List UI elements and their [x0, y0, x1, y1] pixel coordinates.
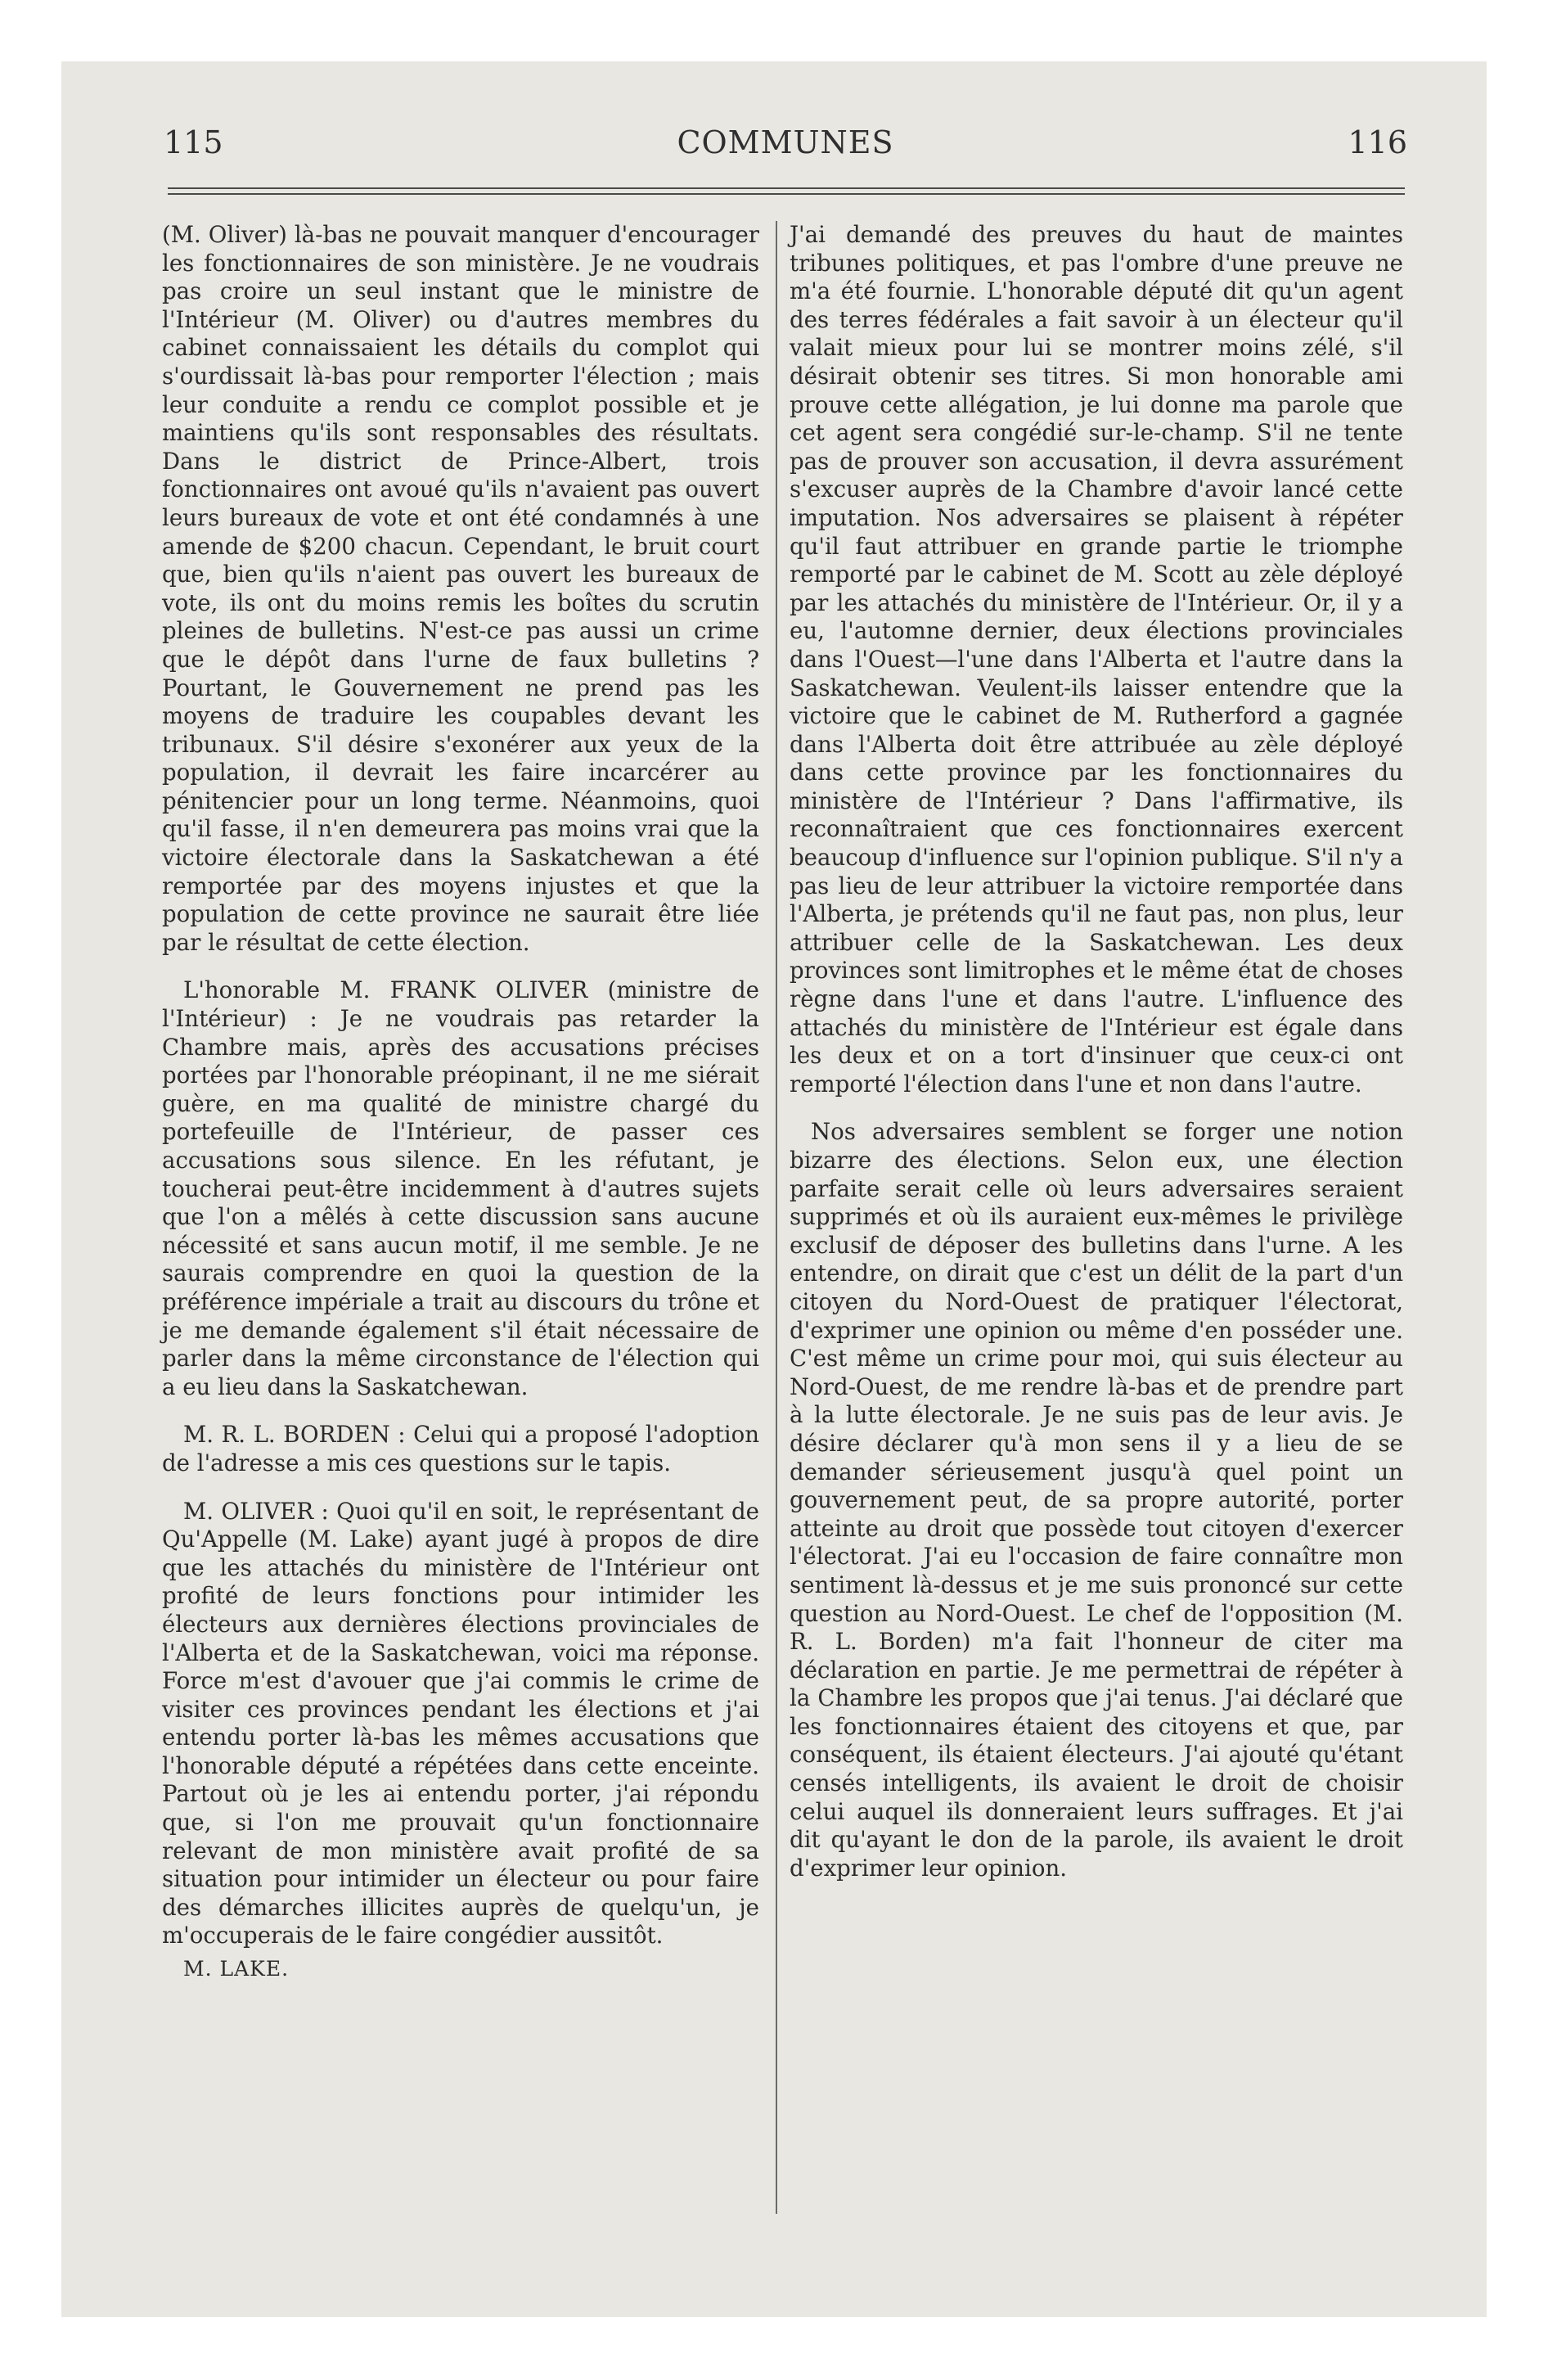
page-number-left: 115 — [164, 124, 223, 160]
paragraph: J'ai demandé des preuves du haut de maintes tribunes politiques, et pas l'ombre d'une preuve ne m'a été fournie. L'honorable député dit qu'un agent des terres fédérales a fait savoir à un électeur qu'il valait mieux pour lui se montrer moins zélé, s'il désirait obtenir ses titres. Si mon honorable ami prouve cette allégation, je lui donne ma parole que cet agent sera congédié sur-le-champ. S'il ne tente pas de prouver son accusation, il devra assurément s'excuser auprès de la Chambre d'avoir lancé cette imputation. Nos adversaires se plaisent à répéter qu'il faut attribuer en grande partie le triomphe remporté par le cabinet de M. Scott au zèle déployé par les attachés du ministère de l'Intérieur. Or, il y a eu, l'automne dernier, deux élections provinciales dans l'Ouest—l'une dans l'Alberta et l'autre dans la Saskatchewan. Veulent-ils laisser entendre que la victoire que le cabinet de M. Rutherford a gagnée dans l'Alberta doit être attribuée au zèle déployé dans cette province par les fonctionnaires du ministère de l'Intérieur ? Dans l'affirmative, ils reconnaîtraient que ces fonctionnaires exercent beaucoup d'influence sur l'opinion publique. S'il n'y a pas lieu de leur attribuer la victoire remportée dans l'Alberta, je prétends qu'il ne faut pas, non plus, leur attribuer celle de la Saskatchewan. Les deux provinces sont limitrophes et le même état de choses règne dans l'une et dans l'autre. L'influence des attachés du ministère de l'Intérieur est égale dans les deux et on a tort d'insinuer que ceux-ci ont remporté l'élection dans l'une et non dans l'autre. — [790, 221, 1403, 1098]
running-title: COMMUNES — [677, 124, 894, 160]
left-column — [162, 221, 759, 1984]
paragraph: Nos adversaires semblent se forger une notion bizarre des élections. Selon eux, une élection parfaite serait celle où leurs adversaires seraient supprimés et où ils auraient eux-mêmes le privilège exclusif de déposer des bulletins dans l'urne. A les entendre, on dirait que c'est un délit de la part d'un citoyen du Nord-Ouest de pratiquer l'électorat, d'exprimer une opinion ou même d'en posséder une. C'est même un crime pour moi, qui suis électeur au Nord-Ouest, de me rendre là-bas et de prendre part à la lutte électorale. Je ne suis pas de leur avis. Je désire déclarer qu'à mon sens il y a lieu de se demander sérieusement jusqu'à quel point un gouvernement peut, de sa propre autorité, porter atteinte au droit que possède tout citoyen d'exercer l'électorat. J'ai eu l'occasion de faire connaître mon sentiment là-dessus et je me suis prononcé sur cette question au Nord-Ouest. Le chef de l'opposition (M. R. L. Borden) m'a fait l'honneur de citer ma déclaration en partie. Je me permettrai de répéter à la Chambre les propos que j'ai tenus. J'ai déclaré que les fonctionnaires étaient des citoyens et que, par conséquent, ils étaient électeurs. J'ai ajouté qu'étant censés intelligents, ils avaient le droit de choisir celui auquel ils donneraient leurs suffrages. Et j'ai dit qu'ayant le don de la parole, ils avaient le droit d'exprimer leur opinion. — [790, 1118, 1403, 1882]
column-divider — [776, 221, 777, 2214]
header-rule-top — [168, 187, 1405, 189]
speaker-label: M. LAKE. — [183, 1957, 290, 1981]
paragraph: (M. Oliver) là-bas ne pouvait manquer d'encourager les fonctionnaires de son ministère. Je ne voudrais pas croire un seul instant que le ministre de l'Intérieur (M. Oliver) ou d'autres membres du cabinet connaissaient les détails du complot qui s'ourdissait là-bas pour remporter l'élection ; mais leur conduite a rendu ce complot possible et je maintiens qu'ils sont responsables des résultats. Dans le district de Prince-Albert, trois fonctionnaires ont avoué qu'ils n'avaient pas ouvert leurs bureaux de vote et ont été condamnés à une amende de $200 chacun. Cependant, le bruit court que, bien qu'ils n'aient pas ouvert les bureaux de vote, ils ont du moins remis les boîtes du scrutin pleines de bulletins. N'est-ce pas aussi un crime que le dépôt dans l'urne de faux bulletins ? Pourtant, le Gouvernement ne prend pas les moyens de traduire les coupables devant les tribunaux. S'il désire s'exonérer aux yeux de la population, il devrait les faire incarcérer au pénitencier pour un long terme. Néanmoins, quoi qu'il fasse, il n'en demeurera pas moins vrai que la victoire électorale dans la Saskatchewan a été remportée par des moyens injustes et que la population de cette province ne saurait être liée par le résultat de cette élection. — [162, 221, 759, 956]
paragraph: M. R. L. BORDEN : Celui qui a proposé l'adoption de l'adresse a mis ces questions sur le tapis. — [162, 1421, 759, 1476]
paragraph: M. OLIVER : Quoi qu'il en soit, le représentant de Qu'Appelle (M. Lake) ayant jugé à propos de dire que les attachés du ministère de l'Intérieur ont profité de leurs fonctions pour intimider les électeurs aux dernières élections provinciales de l'Alberta et de la Saskatchewan, voici ma réponse. Force m'est d'avouer que j'ai commis le crime de visiter ces provinces pendant les élections et j'ai entendu porter là-bas les mêmes accusations que l'honorable député a répétées dans cette enceinte. Partout où je les ai entendu porter, j'ai répondu que, si l'on me prouvait qu'un fonctionnaire relevant de mon ministère avait profité de sa situation pour intimider un électeur ou pour faire des démarches illicites auprès de quelqu'un, je m'occuperais de le faire congédier aussitôt. — [162, 1497, 759, 1950]
paragraph: L'honorable M. FRANK OLIVER (ministre de l'Intérieur) : Je ne voudrais pas retarder la Chambre mais, après des accusations précises portées par l'honorable préopinant, il ne me siérait guère, en ma qualité de ministre chargé du portefeuille de l'Intérieur, de passer ces accusations sous silence. En les réfutant, je toucherai peut-être incidemment à d'autres sujets que l'on a mêlés à cette discussion sans aucune nécessité et sans aucun motif, il me semble. Je ne saurais comprendre en quoi la question de la préférence impériale a trait au discours du trône et je me demande également s'il était nécessaire de parler dans la même circonstance de l'élection qui a eu lieu dans la Saskatchewan. — [162, 976, 759, 1400]
right-column — [790, 221, 1403, 1902]
header-rule-bottom — [168, 193, 1405, 195]
page-header — [164, 124, 1407, 165]
page-number-right: 116 — [1348, 124, 1407, 160]
